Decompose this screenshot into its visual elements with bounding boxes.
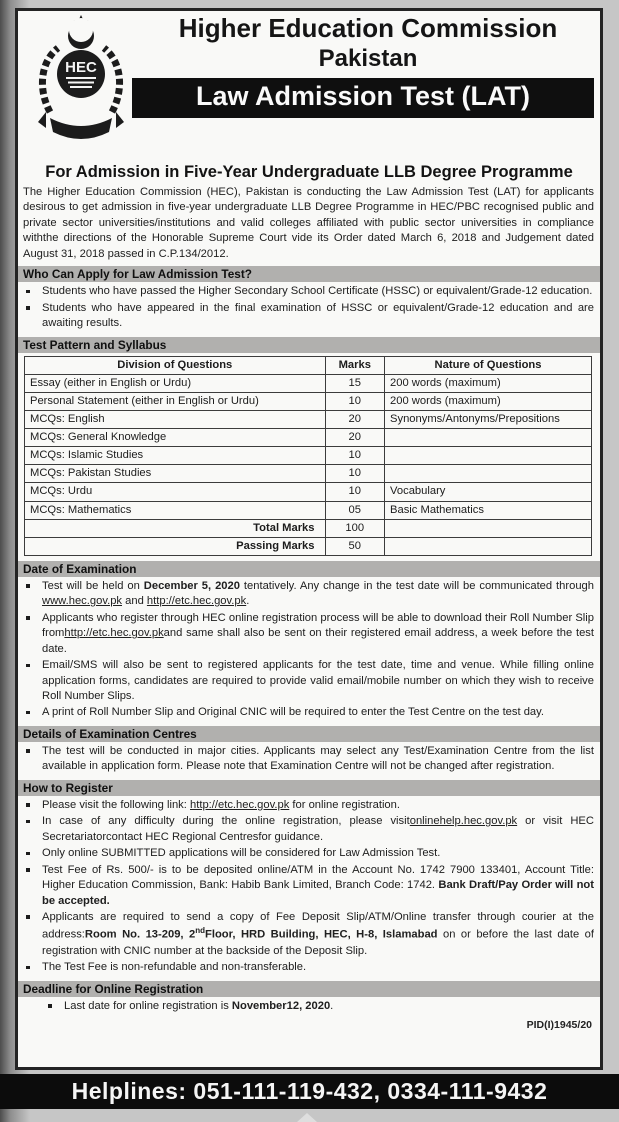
table-cell: 10 — [325, 483, 385, 501]
table-cell: 100 — [325, 519, 385, 537]
table-header-cell: Nature of Questions — [385, 356, 592, 374]
pid-note: PID(I)1945/20 — [526, 1018, 592, 1031]
section-header-date-of-examination: Date of Examination — [18, 561, 600, 577]
section-header-test-pattern: Test Pattern and Syllabus — [18, 337, 600, 353]
section-header-examination-centres: Details of Examination Centres — [18, 726, 600, 742]
text-segment: for online registration. — [289, 798, 400, 811]
bullet-list — [18, 998, 600, 1017]
table-cell: Passing Marks — [25, 537, 326, 555]
table-cell — [385, 537, 592, 555]
link-text: http://etc.hec.gov.pk — [146, 595, 247, 608]
text-segment: In case of any difficulty during the online registration, please visit — [42, 815, 410, 828]
table-row — [25, 501, 592, 519]
table-cell: 50 — [325, 537, 385, 555]
text-segment: nd — [195, 926, 206, 936]
intro-paragraph: The Higher Education Commission (HEC), Pakistan is conducting the Law Admission Test (LAT) for applicants desirous to get admission in five-year undergraduate LLB Degree Programme in HEC/PBC recognised public and private sector universities/institutions and valid colleges affiliated with public sector universities in compliance withthe directions of the Honorable Supreme Court vide its Order dated March 6, 2018 and Judgement dated August 31, 2018 passed in C.P.134/2012. — [23, 186, 594, 260]
table-cell: Essay (either in English or Urdu) — [25, 374, 326, 392]
section-date-of-examination — [18, 561, 600, 724]
table-cell: 20 — [325, 410, 385, 428]
scroll-arrow-icon — [297, 1113, 317, 1122]
text-segment: The Test Fee is non-refundable and non-transferable. — [42, 961, 307, 974]
table-cell: MCQs: Mathematics — [25, 501, 326, 519]
table-cell: 200 words (maximum) — [385, 392, 592, 410]
bullet-item — [18, 814, 594, 845]
org-name-line1: Higher Education Commission — [178, 13, 558, 43]
text-segment: or visit HEC Secretariatorcontact HEC Regional Centresfor guidance. — [42, 815, 594, 843]
section-examination-centres — [18, 726, 600, 778]
text-segment: and same shall also be sent on their registered email address, a week before the test date. — [42, 627, 594, 655]
table-cell: MCQs: Pakistan Studies — [25, 465, 326, 483]
hec-logo — [26, 14, 136, 154]
helpline-bar: Helplines: 051-111-119-432, 0334-111-9432 — [0, 1074, 619, 1109]
bullet-item — [18, 579, 594, 610]
text-segment: Email/SMS will also be sent to registered applicants for the test date, time and venue. While filling online application forms, candidates are required to provide valid email/mobile number on which they wish to receive Roll Number Slips. — [42, 659, 594, 702]
ribbon — [50, 118, 112, 139]
text-segment: . — [246, 595, 250, 608]
bullet-item — [18, 658, 594, 704]
org-name-line2: Pakistan — [318, 44, 418, 72]
table-cell: 10 — [325, 447, 385, 465]
table-cell: 200 words (maximum) — [385, 374, 592, 392]
section-deadline — [18, 981, 600, 1017]
bullet-item — [18, 705, 594, 720]
text-segment: Test will be held on — [42, 579, 144, 592]
section-test-pattern — [18, 337, 600, 556]
table-row — [25, 519, 592, 537]
table-cell: Vocabulary — [385, 483, 592, 501]
table-cell: Total Marks — [25, 519, 326, 537]
programme-subtitle: For Admission in Five-Year Undergraduate LLB Degree Programme — [45, 163, 573, 181]
table-cell: 20 — [325, 429, 385, 447]
table-cell: Synonyms/Antonyms/Prepositions — [385, 410, 592, 428]
bullet-item — [18, 960, 594, 975]
table-row — [25, 429, 592, 447]
text-segment: and — [122, 595, 147, 608]
table-cell — [385, 519, 592, 537]
table-cell: 10 — [325, 392, 385, 410]
ad-header — [18, 11, 600, 159]
table-cell: 15 — [325, 374, 385, 392]
table-row — [25, 465, 592, 483]
text-segment: Floor, HRD Building, HEC, H-8, Islamabad — [205, 929, 438, 942]
text-segment: Test Fee of Rs. 500/- is to be deposited online/ATM in the Account No. 1742 7900 133401, Account Title: Higher Education Commission, Bank: Habib Bank Limited, Branch Code: 1742. — [42, 863, 594, 892]
bullet-item — [18, 910, 594, 959]
link-text: www.hec.gov.pk — [42, 595, 123, 608]
text-segment: Only online SUBMITTED applications will be considered for Law Admission Test. — [42, 847, 441, 860]
link-text: onlinehelp.hec.gov.pk — [409, 815, 518, 828]
logo-monogram: HEC — [65, 59, 97, 76]
text-segment: Applicants are required to send a copy of Fee Deposit Slip/ATM/Online transfer through courier at the address: — [42, 910, 594, 942]
section-header-how-to-register: How to Register — [18, 780, 600, 796]
table-row — [25, 447, 592, 465]
wreath-right — [104, 48, 120, 112]
table-row — [25, 537, 592, 555]
text-segment: A print of Roll Number Slip and Original CNIC will be required to enter the Test Centre on the test day. — [42, 706, 545, 719]
bullet-list — [18, 283, 600, 334]
ad-frame — [15, 8, 603, 1070]
test-pattern-table — [24, 356, 592, 556]
table-cell — [385, 429, 592, 447]
text-segment: Please visit the following link: — [42, 798, 190, 811]
table-row — [25, 483, 592, 501]
table-cell — [385, 465, 592, 483]
link-text: http://etc.hec.gov.pk — [64, 627, 164, 640]
lat-title-banner: Law Admission Test (LAT) — [132, 78, 594, 118]
section-how-to-register — [18, 780, 600, 979]
bullet-item — [18, 744, 594, 775]
table-cell: Basic Mathematics — [385, 501, 592, 519]
bullet-item — [18, 301, 594, 332]
bullet-item — [18, 798, 594, 813]
table-cell: MCQs: English — [25, 410, 326, 428]
text-segment: Bank Draft/Pay Order will not be accepted. — [42, 879, 594, 907]
bullet-item — [18, 611, 594, 657]
table-header-cell: Marks — [325, 356, 385, 374]
bullet-item — [18, 284, 594, 299]
bullet-item — [18, 863, 594, 909]
section-who-can-apply — [18, 266, 600, 334]
text-segment: on or before the last date of registration with CNIC number at the backside of the Deposit Slip. — [42, 929, 595, 957]
wreath-left — [42, 48, 58, 112]
text-segment: tentatively. Any change in the test date will be communicated through — [239, 579, 594, 592]
table-header-cell: Division of Questions — [25, 356, 326, 374]
table-cell: Personal Statement (either in English or Urdu) — [25, 392, 326, 410]
bullet-item — [18, 999, 594, 1014]
bullet-list — [18, 797, 600, 979]
table-cell: MCQs: Urdu — [25, 483, 326, 501]
table-cell: 05 — [325, 501, 385, 519]
table-row — [25, 410, 592, 428]
table-header-row — [25, 356, 592, 374]
bullet-item — [18, 846, 594, 861]
text-segment: Applicants who register through HEC online registration process will be able to download their Roll Number Slip from — [42, 611, 594, 640]
bullet-list — [18, 578, 600, 724]
text-segment: . — [330, 999, 334, 1012]
text-segment: Last date for online registration is — [64, 999, 232, 1012]
table-cell: MCQs: General Knowledge — [25, 429, 326, 447]
bullet-list — [18, 743, 600, 778]
text-segment: December 5, 2020 — [143, 579, 240, 592]
table-row — [25, 374, 592, 392]
table-cell — [385, 447, 592, 465]
text-segment: November12, 2020 — [231, 999, 331, 1012]
section-header-deadline: Deadline for Online Registration — [18, 981, 600, 997]
sections-root — [18, 266, 600, 1017]
text-segment: Students who have appeared in the final examination of HSSC or equivalent/Grade-12 education and are awaiting results. — [42, 301, 594, 330]
table-cell: MCQs: Islamic Studies — [25, 447, 326, 465]
link-text: http://etc.hec.gov.pk — [190, 798, 290, 811]
hec-emblem-icon — [26, 14, 136, 152]
table-cell: 10 — [325, 465, 385, 483]
section-header-who-can-apply: Who Can Apply for Law Admission Test? — [18, 266, 600, 282]
text-segment: Students who have passed the Higher Secondary School Certificate (HSSC) or equivalent/Grade-12 education. — [42, 285, 593, 298]
text-segment: Room No. 13-209, 2 — [84, 929, 196, 942]
text-segment: The test will be conducted in major cities. Applicants may select any Test/Examination Centre from the list available in application form. Please note that Examination Centre will not be changed after registration. — [42, 744, 594, 773]
table-row — [25, 392, 592, 410]
